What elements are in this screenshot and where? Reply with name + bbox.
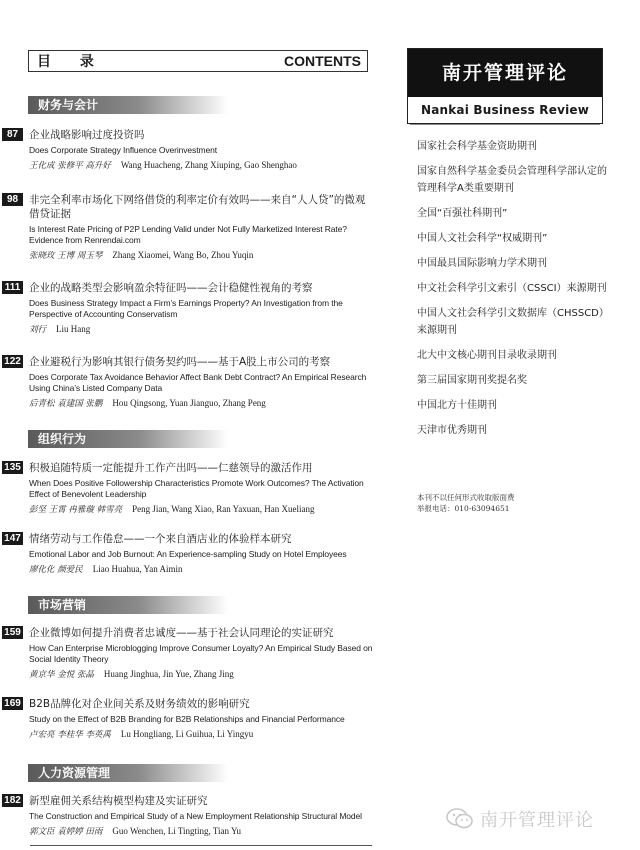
authors-cn: 张晓玫 王博 周玉琴 (29, 251, 103, 261)
authors-cn: 后青松 袁建国 张鹏 (29, 399, 103, 409)
journal-honors-list (417, 138, 607, 447)
section-header-org-behavior: 组织行为 (28, 430, 228, 448)
authors-en: Lu Hongliang, Li Guihua, Li Yingyu (120, 729, 254, 739)
entry-title-en: Study on the Effect of B2B Branding for B2B Relationships and Financial Performance (29, 714, 345, 724)
honor-item: 中国人文社会科学“权威期刊” (417, 233, 548, 244)
entry-authors (29, 250, 374, 262)
honor-item: 全国“百强社科期刊” (417, 208, 508, 219)
section-header-hr: 人力资源管理 (28, 764, 228, 782)
fee-notice (417, 492, 515, 514)
entry-authors (29, 564, 374, 576)
toc-entry[interactable] (2, 193, 374, 262)
authors-en: Zhang Xiaomei, Wang Bo, Zhou Yuqin (112, 250, 254, 260)
page-number: 135 (2, 461, 23, 474)
entry-title-cn: 企业的战略类型会影响盈余特征吗——会计稳健性视角的考察 (29, 282, 313, 294)
toc-entry[interactable] (2, 281, 374, 336)
entry-title-cn: 非完全利率市场化下网络借贷的利率定价有效吗——来自“人人贷”的微观借贷证据 (29, 194, 366, 220)
entry-title-cn: 企业微博如何提升消费者忠诚度——基于社会认同理论的实证研究 (29, 627, 334, 639)
entry-authors (29, 398, 374, 410)
page-number: 98 (2, 193, 23, 206)
authors-cn: 王化成 张修平 高升好 (29, 161, 111, 171)
authors-en: Liao Huahua, Yan Aimin (92, 564, 183, 574)
entry-title-en: How Can Enterprise Microblogging Improve Consumer Loyalty? An Empirical Study Based on Social Identity Theory (29, 643, 373, 664)
notice-line: 本刊不以任何形式收取版面费 (417, 493, 515, 502)
authors-en: Hou Qingsong, Yuan Jianguo, Zhang Peng (112, 398, 266, 408)
entry-title-en: Emotional Labor and Job Burnout: An Experience-sampling Study on Hotel Employees (29, 549, 347, 559)
honor-item: 国家自然科学基金委员会管理科学部认定的管理科学A类重要期刊 (417, 166, 607, 194)
page-number: 87 (2, 128, 23, 141)
bottom-divider (30, 845, 372, 846)
authors-cn: 刘行 (29, 325, 47, 335)
toc-entry[interactable] (2, 532, 374, 576)
honor-item: 中国最具国际影响力学术期刊 (417, 258, 547, 269)
entry-title-en: The Construction and Empirical Study of a New Employment Relationship Structural Model (29, 811, 362, 821)
entry-authors (29, 504, 374, 516)
journal-masthead (407, 48, 603, 124)
entry-title-en: Does Business Strategy Impact a Firm’s Earnings Property? An Investigation from the Perspective of Accounting Conservatism (29, 298, 343, 319)
entry-authors (29, 729, 374, 741)
toc-entry[interactable] (2, 697, 374, 741)
authors-cn: 廖化化 颜爱民 (29, 565, 83, 575)
toc-header (28, 50, 368, 72)
honor-item: 中国人文社会科学引文数据库（CHSSCD）来源期刊 (417, 308, 604, 336)
honor-item: 国家社会科学基金资助期刊 (417, 141, 537, 152)
honor-item: 中国北方十佳期刊 (417, 400, 497, 411)
masthead-divider (410, 124, 600, 125)
section-header-marketing: 市场营销 (28, 596, 228, 614)
authors-en: Guo Wenchen, Li Tingting, Tian Yu (112, 826, 241, 836)
authors-cn: 卢宏亮 李桂华 李英禹 (29, 730, 111, 740)
authors-en: Wang Huacheng, Zhang Xiuping, Gao Shenghao (120, 160, 297, 170)
entry-title-en: Does Corporate Strategy Influence Overinvestment (29, 145, 217, 155)
entry-authors (29, 669, 374, 681)
honor-item: 天津市优秀期刊 (417, 425, 487, 436)
entry-title-cn: 企业战略影响过度投资吗 (29, 129, 145, 141)
wechat-icon (446, 808, 474, 830)
page-number: 182 (2, 794, 23, 807)
page-number: 159 (2, 626, 23, 639)
authors-cn: 黄京华 金悦 张晶 (29, 670, 94, 680)
toc-entry[interactable] (2, 461, 374, 516)
entry-title-en: Is Interest Rate Pricing of P2P Lending Valid under Not Fully Marketized Interest Rate? Evidence from Renrendai.com (29, 224, 347, 245)
entry-authors (29, 826, 374, 838)
entry-title-cn: 企业避税行为影响其银行债务契约吗——基于A股上市公司的考察 (29, 356, 331, 368)
honor-item: 北大中文核心期刊目录收录期刊 (417, 350, 557, 361)
authors-en: Peng Jian, Wang Xiao, Ran Yaxuan, Han Xueliang (132, 504, 315, 514)
entry-title-cn: B2B品牌化对企业间关系及财务绩效的影响研究 (29, 698, 250, 710)
entry-title-en: When Does Positive Followership Characteristics Promote Work Outcomes? The Activation Effect of Benevolent Leadership (29, 478, 364, 499)
section-header-finance: 财务与会计 (28, 96, 228, 114)
entry-title-en: Does Corporate Tax Avoidance Behavior Affect Bank Debt Contract? An Empirical Research Using China’s Listed Company Data (29, 372, 367, 393)
authors-cn: 郭文臣 袁婷婷 田雨 (29, 827, 103, 837)
wechat-watermark (446, 806, 594, 832)
notice-line: 举报电话：010-63094651 (417, 504, 510, 513)
toc-title-cn: 目 录 (37, 54, 106, 70)
entry-title-cn: 情绪劳动与工作倦怠——一个来自酒店业的体验样本研究 (29, 533, 292, 545)
journal-title-en: Nankai Business Review (420, 103, 590, 117)
toc-entry[interactable] (2, 794, 374, 838)
authors-cn: 彭坚 王霄 冉雅璇 韩雪亮 (29, 505, 123, 515)
entry-title-cn: 新型雇佣关系结构模型构建及实证研究 (29, 795, 208, 807)
page-number: 122 (2, 355, 23, 368)
toc-entry[interactable] (2, 128, 374, 172)
entry-authors (29, 324, 374, 336)
toc-title-en: CONTENTS (284, 53, 361, 69)
entry-authors (29, 160, 374, 172)
toc-entry[interactable] (2, 355, 374, 410)
page-number: 111 (2, 281, 23, 294)
entry-title-cn: 积极追随特质一定能提升工作产出吗——仁慈领导的激活作用 (29, 462, 313, 474)
watermark-text: 南开管理评论 (480, 810, 594, 831)
toc-entry[interactable] (2, 626, 374, 681)
page-number: 147 (2, 532, 23, 545)
authors-en: Liu Hang (56, 324, 91, 334)
authors-en: Huang Jinghua, Jin Yue, Zhang Jing (103, 669, 234, 679)
journal-title-cn: 南开管理评论 (408, 49, 602, 97)
honor-item: 第三届国家期刊奖提名奖 (417, 375, 527, 386)
honor-item: 中文社会科学引文索引（CSSCI）来源期刊 (417, 283, 607, 294)
page-number: 169 (2, 697, 23, 710)
